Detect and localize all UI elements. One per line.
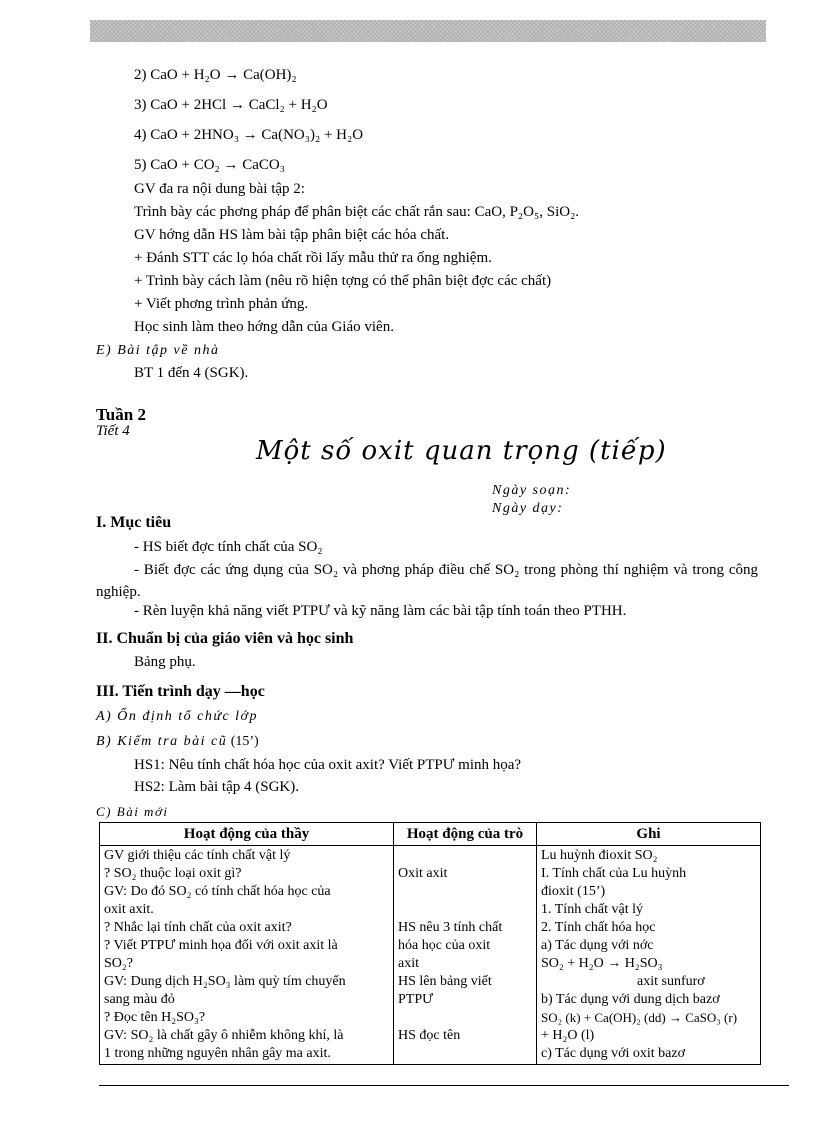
- header-teacher: Hoạt động của thầy: [100, 823, 394, 846]
- exercise-intro: GV đa ra nội dung bài tập 2:: [134, 181, 305, 197]
- preparation-heading: II. Chuẩn bị của giáo viên và học sinh: [96, 630, 354, 647]
- notes-line: b) Tác dụng với dung dịch bazơ: [541, 992, 720, 1007]
- teacher-line: ? Đọc tên H₂SO₃?: [104, 1010, 206, 1025]
- lesson-table: [99, 822, 761, 1065]
- week-label: Tuần 2: [96, 405, 146, 424]
- homework-text: BT 1 đến 4 (SGK).: [134, 365, 249, 381]
- teacher-line: sang màu đỏ: [104, 992, 175, 1007]
- reaction-3: 3) CaO + 2HCl → CaCl₂ + H₂O: [134, 97, 328, 113]
- teacher-line: GV: Do đó SO₂ có tính chất hóa học của: [104, 884, 331, 899]
- bottom-rule: [99, 1085, 789, 1086]
- reaction-2: 2) CaO + H₂O → Ca(OH)₂: [134, 67, 297, 83]
- date-prepared: Ngày soạn:: [492, 483, 572, 498]
- teacher-cell: [100, 846, 394, 1065]
- question-hs2: HS2: Làm bài tập 4 (SGK).: [134, 779, 299, 795]
- exercise-task: Trình bày các phơng pháp để phân biệt các chất rắn sau: CaO, P₂O₅, SiO₂.: [134, 204, 580, 220]
- notes-line: 2. Tính chất hóa học: [541, 920, 656, 935]
- teacher-line: ? Nhắc lại tính chất của oxit axit?: [104, 920, 292, 935]
- notes-line: SO₂ + H₂O → H₂SO₃: [541, 956, 663, 971]
- section-c: C) Bài mới: [96, 804, 169, 819]
- homework-heading: E) Bài tập về nhà: [96, 343, 220, 358]
- section-a: A) Ổn định tổ chức lớp: [96, 709, 259, 724]
- preparation-text: Bảng phụ.: [134, 654, 196, 670]
- exercise-step-3: + Viết phơng trình phản ứng.: [134, 296, 309, 312]
- notes-line: + H₂O (l): [541, 1028, 595, 1043]
- teacher-line: GV: SO₂ là chất gây ô nhiễm không khí, là: [104, 1028, 344, 1043]
- exercise-step-2: + Trình bày cách làm (nêu rõ hiện tợng có thể phân biệt đợc các chất): [134, 273, 552, 289]
- notes-line: 1. Tính chất vật lý: [541, 902, 643, 917]
- teacher-line: 1 trong những nguyên nhân gây ma axit.: [104, 1046, 331, 1061]
- exercise-guide: GV hớng dẫn HS làm bài tập phân biệt các hóa chất.: [134, 227, 450, 243]
- student-line: HS lên bảng viết: [398, 974, 492, 989]
- student-line: HS nêu 3 tính chất: [398, 920, 503, 935]
- reaction-4: 4) CaO + 2HNO₃ → Ca(NO₃)₂ + H₂O: [134, 127, 364, 143]
- reaction-5: 5) CaO + CO₂ → CaCO₃: [134, 157, 285, 173]
- notes-line: SO₂ (k) + Ca(OH)₂ (dd) → CaSO₃ (r): [541, 1010, 738, 1025]
- exercise-student: Học sinh làm theo hớng dẫn của Giáo viên.: [134, 319, 394, 335]
- date-taught: Ngày dạy:: [492, 501, 564, 516]
- student-cell: [394, 846, 537, 1065]
- section-b-label: B) Kiểm tra bài cũ: [96, 734, 228, 749]
- notes-line: Lu huỳnh đioxit SO₂: [541, 848, 658, 863]
- table-row: [100, 846, 761, 1065]
- notes-line: đioxit (15’): [541, 884, 606, 899]
- student-line: hóa học của oxit: [398, 938, 491, 953]
- question-hs1: HS1: Nêu tính chất hóa học của oxit axit? Viết PTPƯ minh họa?: [134, 757, 522, 773]
- notes-line: a) Tác dụng với nớc: [541, 938, 654, 953]
- period-label: Tiết 4: [96, 423, 130, 439]
- student-line: axit: [398, 956, 419, 971]
- notes-line: axit sunfurơ: [637, 974, 705, 989]
- teacher-line: ? Viết PTPƯ minh họa đối với oxit axit là: [104, 938, 338, 953]
- objective-1: - HS biết đợc tính chất của SO₂: [134, 539, 323, 555]
- process-heading: III. Tiến trình dạy —học: [96, 683, 265, 700]
- teacher-line: SO₂?: [104, 956, 133, 971]
- student-line: HS đọc tên: [398, 1028, 461, 1043]
- teacher-line: ? SO₂ thuộc loại oxit gì?: [104, 866, 242, 881]
- notes-line: c) Tác dụng với oxit bazơ: [541, 1046, 686, 1061]
- student-line: Oxit axit: [398, 866, 448, 881]
- notes-cell: [537, 846, 761, 1065]
- lesson-title: Một số oxit quan trọng (tiếp): [256, 436, 667, 466]
- section-b: [96, 733, 259, 751]
- table-header-row: [100, 823, 761, 846]
- header-notes: Ghi: [537, 823, 761, 846]
- teacher-line: GV: Dung dịch H₂SO₃ làm quỳ tím chuyển: [104, 974, 346, 989]
- teacher-line: oxit axit.: [104, 902, 154, 917]
- objectives-heading: I. Mục tiêu: [96, 514, 172, 531]
- header-band: [90, 20, 766, 42]
- teacher-line: GV giới thiệu các tính chất vật lý: [104, 848, 291, 863]
- exercise-step-1: + Đánh STT các lọ hóa chất rồi lấy mẫu thử ra ống nghiệm.: [134, 250, 492, 266]
- section-b-time: (15’): [230, 734, 259, 749]
- student-line: PTPƯ: [398, 992, 433, 1007]
- header-student: Hoạt động của trò: [394, 823, 537, 846]
- objective-3: - Rèn luyện khả năng viết PTPƯ và kỹ năng làm các bài tập tính toán theo PTHH.: [134, 603, 627, 619]
- notes-line: I. Tính chất của Lu huỳnh: [541, 866, 687, 881]
- objective-2: - Biết đợc các ứng dụng của SO₂ và phơng pháp điều chế SO₂ trong phòng thí nghiệm và trong công nghiệp.: [96, 562, 758, 600]
